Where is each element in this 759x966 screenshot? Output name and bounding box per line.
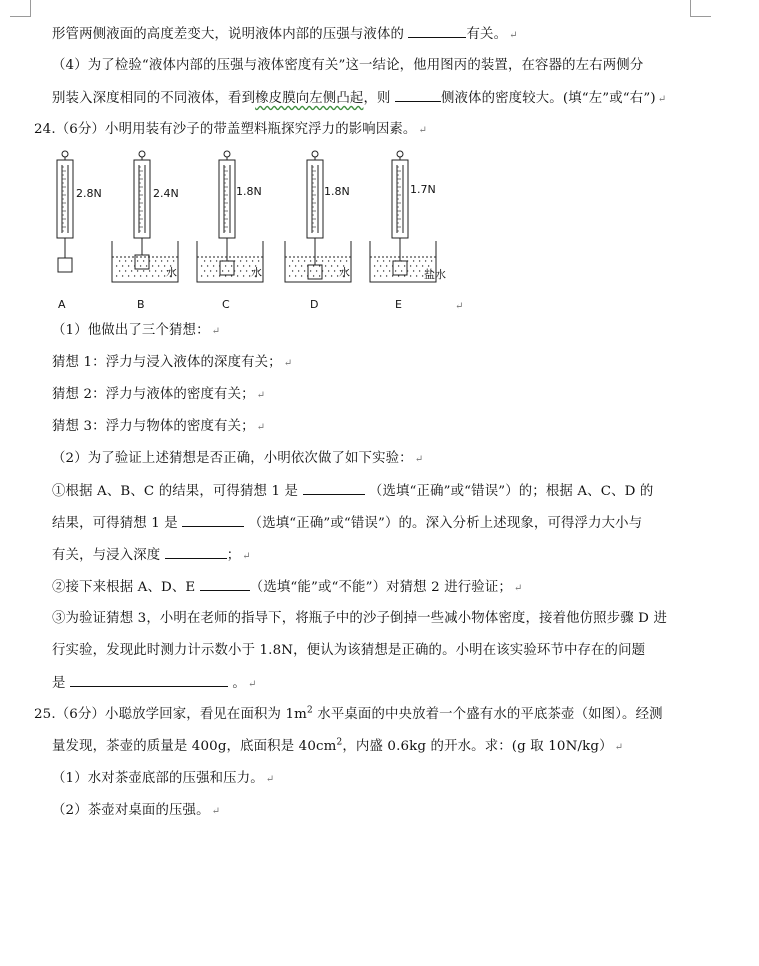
- reading-label-b: 2.4N: [153, 187, 179, 200]
- liquid-dot: [122, 265, 123, 266]
- liquid-dot: [143, 270, 144, 271]
- liquid-dot: [313, 275, 314, 276]
- liquid-dot: [222, 270, 223, 271]
- liquid-label-c: 水: [251, 266, 262, 279]
- liquid-dot: [416, 265, 417, 266]
- liquid-dot: [210, 270, 211, 271]
- liquid-dot: [419, 270, 420, 271]
- liquid-dot: [207, 275, 208, 276]
- liquid-dot: [377, 270, 378, 271]
- liquid-dot: [425, 260, 426, 261]
- liquid-dot: [377, 260, 378, 261]
- liquid-dot: [216, 260, 217, 261]
- answer-blank[interactable]: [182, 514, 244, 527]
- liquid-dot: [413, 270, 414, 271]
- figure-letter-c: C: [222, 298, 230, 311]
- liquid-dot: [404, 265, 405, 266]
- text-line: （4）为了检验“液体内部的压强与液体密度有关”这一结论，他用图丙的装置，在容器的左右两侧分: [52, 58, 644, 73]
- liquid-dot: [340, 260, 341, 261]
- liquid-dot: [401, 270, 402, 271]
- liquid-dot: [152, 275, 153, 276]
- liquid-dot: [128, 265, 129, 266]
- liquid-dot: [395, 260, 396, 261]
- liquid-dot: [398, 265, 399, 266]
- liquid-dot: [304, 260, 305, 261]
- liquid-dot: [204, 270, 205, 271]
- liquid-dot: [149, 270, 150, 271]
- liquid-dot: [140, 275, 141, 276]
- spring-scale-d: [285, 151, 351, 282]
- liquid-dot: [380, 265, 381, 266]
- text-line: ③为验证猜想 3，小明在老师的指导下，将瓶子中的沙子倒掉一些减小物体密度，接着他仿照步骤 D 进: [52, 611, 668, 626]
- liquid-dot: [122, 275, 123, 276]
- liquid-dot: [167, 260, 168, 261]
- liquid-dot: [137, 270, 138, 271]
- liquid-dot: [161, 270, 162, 271]
- reading-label-a: 2.8N: [76, 187, 102, 200]
- liquid-dot: [374, 275, 375, 276]
- liquid-dot: [289, 265, 290, 266]
- liquid-dot: [219, 275, 220, 276]
- liquid-dot: [116, 275, 117, 276]
- liquid-dot: [246, 270, 247, 271]
- liquid-dot: [158, 275, 159, 276]
- liquid-dot: [231, 275, 232, 276]
- liquid-dot: [231, 265, 232, 266]
- liquid-dot: [398, 275, 399, 276]
- figure-letter-a: A: [58, 298, 66, 311]
- sub-question-2: （2）茶壶对桌面的压强。 ↵: [52, 803, 221, 818]
- liquid-dot: [316, 270, 317, 271]
- text-line: 结果，可得猜想 1 是 （选填“正确”或“错误”）的。深入分析上述现象，可得浮力大小与: [52, 516, 643, 531]
- liquid-dot: [374, 265, 375, 266]
- liquid-dot: [201, 275, 202, 276]
- liquid-dot: [134, 275, 135, 276]
- liquid-dot: [246, 260, 247, 261]
- answer-blank[interactable]: [303, 482, 365, 495]
- liquid-dot: [407, 260, 408, 261]
- liquid-dot: [140, 265, 141, 266]
- liquid-label-b: 水: [166, 266, 177, 279]
- liquid-dot: [346, 260, 347, 261]
- liquid-dot: [155, 270, 156, 271]
- answer-blank[interactable]: [200, 578, 250, 591]
- liquid-dot: [222, 260, 223, 261]
- text-line: ②接下来根据 A、D、E （选填“能”或“不能”）对猜想 2 进行验证； ↵: [52, 580, 523, 595]
- liquid-dot: [325, 275, 326, 276]
- liquid-dot: [386, 275, 387, 276]
- liquid-dot: [243, 265, 244, 266]
- liquid-dot: [307, 275, 308, 276]
- answer-blank[interactable]: [165, 546, 227, 559]
- liquid-dot: [407, 270, 408, 271]
- text-line: ①根据 A、B、C 的结果，可得猜想 1 是 （选填“正确”或“错误”）的；根据 A、C、D 的: [52, 484, 654, 499]
- liquid-dot: [252, 260, 253, 261]
- liquid-dot: [201, 265, 202, 266]
- liquid-dot: [143, 260, 144, 261]
- liquid-dot: [219, 265, 220, 266]
- liquid-dot: [392, 275, 393, 276]
- liquid-dot: [119, 270, 120, 271]
- wavy-underlined-text: 橡皮膜向左侧凸起: [255, 91, 364, 106]
- liquid-dot: [234, 260, 235, 261]
- guess-2: 猜想 2：浮力与液体的密度有关； ↵: [52, 387, 266, 402]
- liquid-dot: [416, 275, 417, 276]
- liquid-dot: [386, 265, 387, 266]
- liquid-dot: [173, 260, 174, 261]
- liquid-label-e: 盐水: [424, 268, 446, 281]
- liquid-dot: [228, 270, 229, 271]
- liquid-label-d: 水: [339, 266, 350, 279]
- liquid-dot: [310, 270, 311, 271]
- liquid-dot: [322, 270, 323, 271]
- question-25-heading: 25.（6分）小聪放学回家，看见在面积为 $1m^2$ 水平桌面的中央放着一个盛有水的平底茶壶（如图）。经测: [34, 705, 663, 722]
- liquid-dot: [213, 265, 214, 266]
- liquid-dot: [210, 260, 211, 261]
- figure-letter-d: D: [310, 298, 319, 311]
- text-line: 有关，与浸入深度 ； ↵: [52, 548, 251, 563]
- liquid-dot: [146, 265, 147, 266]
- liquid-dot: [383, 260, 384, 261]
- guess-3: 猜想 3：浮力与物体的密度有关； ↵: [52, 419, 266, 434]
- liquid-dot: [149, 260, 150, 261]
- spring-scale-b: [112, 151, 178, 282]
- liquid-dot: [116, 265, 117, 266]
- text-line: 形管两侧液面的高度差变大，说明液体内部的压强与液体的 有关。 ↵: [52, 27, 518, 42]
- liquid-dot: [380, 275, 381, 276]
- liquid-dot: [237, 275, 238, 276]
- liquid-dot: [310, 260, 311, 261]
- figure-drawing: [40, 145, 470, 320]
- liquid-dot: [334, 260, 335, 261]
- liquid-dot: [383, 270, 384, 271]
- liquid-dot: [213, 275, 214, 276]
- answer-blank[interactable]: [395, 89, 441, 102]
- liquid-dot: [243, 275, 244, 276]
- spring-scale-e: [370, 151, 436, 282]
- liquid-dot: [410, 265, 411, 266]
- liquid-dot: [325, 265, 326, 266]
- liquid-dot: [289, 275, 290, 276]
- crop-mark-right: [690, 0, 711, 17]
- reading-label-d: 1.8N: [324, 185, 350, 198]
- liquid-dot: [161, 260, 162, 261]
- liquid-dot: [413, 260, 414, 261]
- liquid-dot: [204, 260, 205, 261]
- liquid-dot: [292, 270, 293, 271]
- liquid-dot: [319, 275, 320, 276]
- liquid-dot: [401, 260, 402, 261]
- liquid-dot: [316, 260, 317, 261]
- liquid-dot: [304, 270, 305, 271]
- paragraph-mark: ↵: [455, 301, 464, 312]
- liquid-dot: [228, 260, 229, 261]
- liquid-dot: [292, 260, 293, 261]
- liquid-dot: [328, 260, 329, 261]
- liquid-dot: [128, 275, 129, 276]
- liquid-dot: [334, 270, 335, 271]
- liquid-dot: [389, 270, 390, 271]
- liquid-dot: [298, 260, 299, 261]
- liquid-dot: [389, 260, 390, 261]
- liquid-dot: [155, 260, 156, 261]
- answer-blank[interactable]: [70, 674, 228, 687]
- spring-scale-a: [57, 151, 73, 272]
- liquid-dot: [392, 265, 393, 266]
- text-line: （2）为了验证上述猜想是否正确，小明依次做了如下实验： ↵: [52, 451, 424, 466]
- reading-label-c: 1.8N: [236, 185, 262, 198]
- liquid-dot: [146, 275, 147, 276]
- text-line: 是 。 ↵: [52, 676, 257, 691]
- liquid-dot: [240, 270, 241, 271]
- liquid-dot: [134, 265, 135, 266]
- liquid-dot: [322, 260, 323, 261]
- text-line: 行实验，发现此时测力计示数小于 1.8N，便认为该猜想是正确的。小明在该实验环节中存在的问题: [52, 643, 646, 658]
- liquid-dot: [301, 265, 302, 266]
- liquid-dot: [395, 270, 396, 271]
- crop-mark-left: [10, 0, 31, 17]
- liquid-dot: [237, 265, 238, 266]
- sub-question-1: （1）水对茶壶底部的压强和压力。 ↵: [52, 771, 275, 786]
- liquid-dot: [158, 265, 159, 266]
- liquid-dot: [298, 270, 299, 271]
- spring-scale-c: [197, 151, 263, 282]
- liquid-dot: [125, 270, 126, 271]
- liquid-dot: [319, 265, 320, 266]
- liquid-dot: [295, 265, 296, 266]
- text-line: 别装入深度相同的不同液体，看到橡皮膜向左侧凸起，则 侧液体的密度较大。(填“左”或“右”) ↵: [52, 91, 667, 106]
- liquid-dot: [331, 275, 332, 276]
- reading-label-e: 1.7N: [410, 183, 436, 196]
- figure-letter-b: B: [137, 298, 145, 311]
- spring-scale-figure: [40, 145, 470, 320]
- liquid-dot: [240, 260, 241, 261]
- liquid-dot: [295, 275, 296, 276]
- text-line: 量发现，茶壶的质量是 400g，底面积是 $40cm^2$，内盛 0.6kg 的开水。求：(g 取 10N/kg） ↵: [52, 737, 624, 754]
- liquid-dot: [301, 275, 302, 276]
- liquid-dot: [419, 260, 420, 261]
- question-24-heading: 24.（6分）小明用装有沙子的带盖塑料瓶探究浮力的影响因素。 ↵: [34, 122, 428, 137]
- liquid-dot: [313, 265, 314, 266]
- liquid-dot: [137, 260, 138, 261]
- liquid-dot: [207, 265, 208, 266]
- guess-1: 猜想 1：浮力与浸入液体的深度有关； ↵: [52, 355, 293, 370]
- liquid-dot: [131, 260, 132, 261]
- liquid-dot: [410, 275, 411, 276]
- answer-blank[interactable]: [408, 25, 466, 38]
- figure-letter-e: E: [395, 298, 402, 311]
- liquid-dot: [404, 275, 405, 276]
- liquid-dot: [234, 270, 235, 271]
- liquid-dot: [152, 265, 153, 266]
- liquid-dot: [131, 270, 132, 271]
- liquid-dot: [119, 260, 120, 261]
- liquid-dot: [225, 265, 226, 266]
- liquid-dot: [431, 260, 432, 261]
- liquid-dot: [225, 275, 226, 276]
- liquid-dot: [328, 270, 329, 271]
- liquid-dot: [258, 260, 259, 261]
- liquid-dot: [331, 265, 332, 266]
- text-line: （1）他做出了三个猜想： ↵: [52, 323, 221, 338]
- liquid-dot: [216, 270, 217, 271]
- liquid-dot: [125, 260, 126, 261]
- liquid-dot: [307, 265, 308, 266]
